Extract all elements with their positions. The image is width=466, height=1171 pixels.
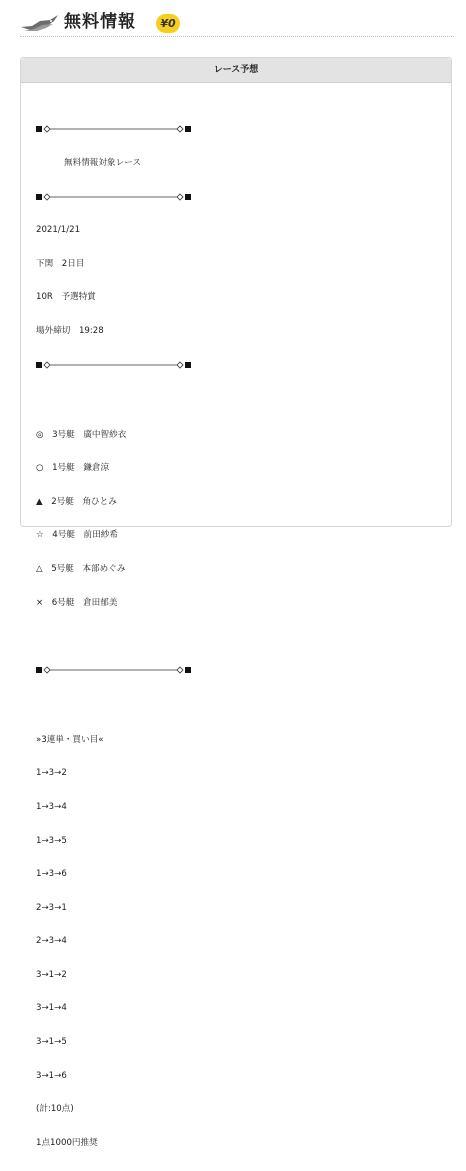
page-title: 無料情報 [64,12,136,32]
bet-row: 1→3→6 [36,869,67,880]
bet-row: 3→1→6 [36,1070,67,1081]
divider [36,360,436,371]
divider [36,192,436,203]
bird-icon [20,12,60,34]
bet-total: (計:10点) [36,1104,74,1115]
panel-content [36,102,436,1171]
pick-row: △ 5号艇 本部めぐみ [36,563,126,574]
bet-row: 1→3→4 [36,801,67,812]
pick-row: ☆ 4号艇 前田紗希 [36,530,118,541]
divider [36,124,436,135]
panel-title: レース予想 [21,58,451,83]
bet-row: 2→3→1 [36,902,67,913]
race-name: 10R 予選特賞 [36,292,96,303]
bet-recommendation: 1点1000円推奨 [36,1137,98,1148]
bet-row: 3→1→5 [36,1037,67,1048]
target-race-label: 無料情報対象レース [64,158,141,168]
pick-row: ○ 1号艇 鎌倉涼 [36,463,110,474]
venue-day: 下関 2日目 [36,258,85,269]
race-prediction-panel [20,57,452,1148]
section-header [20,10,454,37]
bets-title: »3連単・買い目« [36,734,104,745]
bet-row: 3→1→4 [36,1003,67,1014]
bet-row: 1→3→2 [36,768,67,779]
price-badge: ¥0 [156,14,180,33]
pick-row: × 6号艇 倉田郁美 [36,597,118,608]
pick-row: ◎ 3号艇 廣中智紗衣 [36,429,127,440]
bet-row: 2→3→4 [36,936,67,947]
race-date: 2021/1/21 [36,225,81,236]
pick-row: ▲ 2号艇 角ひとみ [36,496,117,507]
bet-row: 1→3→5 [36,835,67,846]
bet-row: 3→1→2 [36,969,67,980]
deadline: 場外締切 19:28 [36,325,104,336]
divider [36,665,436,676]
